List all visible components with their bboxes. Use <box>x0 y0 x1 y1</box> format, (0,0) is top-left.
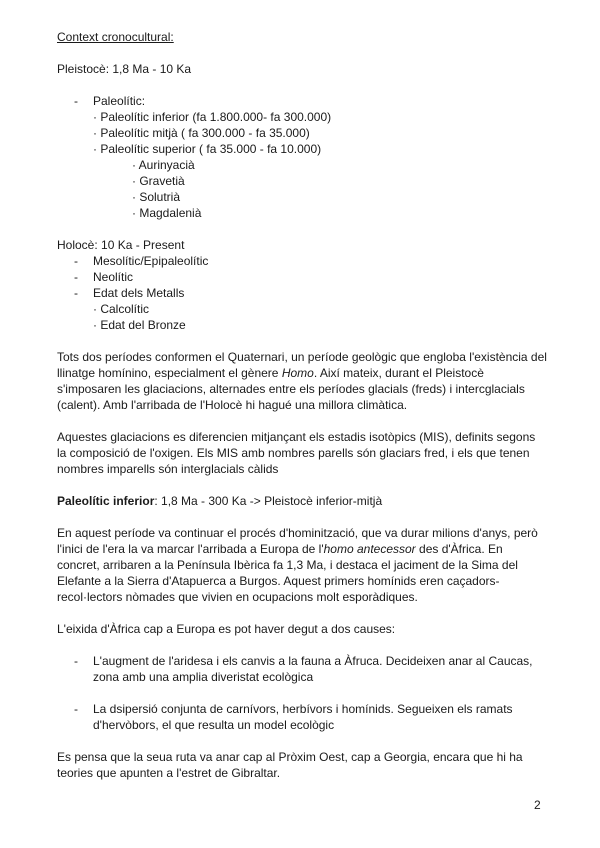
bullet-dash: - <box>74 702 78 716</box>
cause-item: La dsipersió conjunta de carnívors, herbívors i homínids. Segueixen els ramats d'hervòbors, el que resulta un model ecològic <box>93 702 513 732</box>
holocene-item: Mesolític/Epipaleolític <box>93 254 209 268</box>
culture-item: · Gravetià <box>132 174 185 188</box>
holocene-item: Neolític <box>93 270 134 284</box>
culture-item: · Aurinyacià <box>132 158 195 172</box>
holocene-item: Edat dels Metalls <box>93 286 185 300</box>
paragraph-hominitzacio: En aquest període va continuar el procés d'hominització, que va durar milions d'anys, però l'inici de l'era la va marcar l'arribada a Europa de l'homo antecessor des d'Àfrica. En concret, arribaren a la Península Ibèrica fa 1,3 Ma, i destaca el jaciment de la Sima del Elefante a la Sierra d'Atapuerca a Burgos. Aquest primers homínids eren caçadors-recol·lectors nòmades que vivien en ocupacions molt esporàdiques. <box>57 526 538 604</box>
page-number: 2 <box>534 798 541 812</box>
paragraph-quaternari: Tots dos períodes conformen el Quaternari, un període geològic que engloba l'existència del llinatge homínino, especialment el gènere Homo. Així mateix, durant el Pleistocè s'imposaren les glaciacions, alternades entre els períodes glacials (freds) i intercglacials (calent). Amb l'arribada de l'Holocè hi hagué una millora climàtica. <box>57 350 547 412</box>
metals-sub-item: · Edat del Bronze <box>93 318 186 332</box>
paleolitic-label: Paleolític: <box>93 94 146 108</box>
bullet-dash: - <box>74 270 78 284</box>
paragraph-ruta: Es pensa que la seua ruta va anar cap al Pròxim Oest, cap a Georgia, encara que hi ha teories que apunten a l'estret de Gibraltar. <box>57 750 523 780</box>
culture-item: · Magdalenià <box>132 206 202 220</box>
metals-sub-item: · Calcolític <box>93 302 150 316</box>
paleolitic-sub-item: · Paleolític mitjà ( fa 300.000 - fa 35.000) <box>93 126 310 140</box>
paleolitic-sub-item: · Paleolític inferior (fa 1.800.000- fa 300.000) <box>93 110 332 124</box>
paragraph-causes-intro: L'eixida d'Àfrica cap a Europa es pot haver degut a dos causes: <box>57 622 396 636</box>
bullet-dash: - <box>74 286 78 300</box>
cause-item: L'augment de l'aridesa i els canvis a la fauna a Àfruca. Decideixen anar al Caucas, zona amb una amplia diveristat ecològica <box>93 654 533 684</box>
pleistocene-title: Pleistocè: 1,8 Ma - 10 Ka <box>57 62 192 76</box>
holocene-title: Holocè: 10 Ka - Present <box>57 238 185 252</box>
culture-item: · Solutrià <box>132 190 181 204</box>
section-heading: Paleolític inferior: 1,8 Ma - 300 Ka -> Pleistocè inferior-mitjà <box>57 494 383 508</box>
bullet-dash: - <box>74 654 78 668</box>
bullet-dash: - <box>74 94 78 108</box>
paragraph-mis: Aquestes glaciacions es diferencien mitjançant els estadis isotòpics (MIS), definits segons la composició de l'oxigen. Els MIS amb nombres parells són glaciars fred, i els que tenen nombres imparells són interglacials càlids <box>57 430 536 476</box>
bullet-dash: - <box>74 254 78 268</box>
page-heading: Context cronocultural: <box>57 30 174 44</box>
paleolitic-sub-item: · Paleolític superior ( fa 35.000 - fa 10.000) <box>93 142 322 156</box>
